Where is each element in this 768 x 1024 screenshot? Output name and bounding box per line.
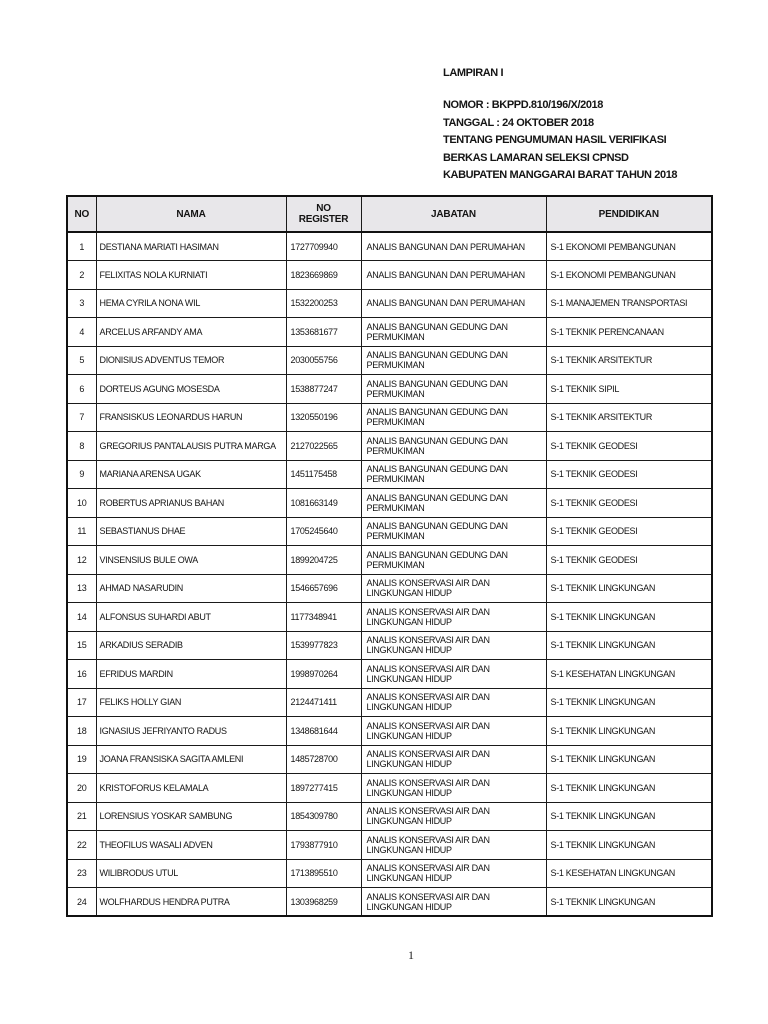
row-position-cell: ANALIS KONSERVASI AIR DAN LINGKUNGAN HIDUP xyxy=(361,888,546,917)
table-row xyxy=(67,802,712,831)
row-position-cell: ANALIS BANGUNAN DAN PERUMAHAN xyxy=(361,232,546,261)
row-name-cell: DORTEUS AGUNG MOSESDA xyxy=(96,375,286,404)
row-position-cell: ANALIS KONSERVASI AIR DAN LINGKUNGAN HIDUP xyxy=(361,574,546,603)
table-row xyxy=(67,688,712,717)
row-number-cell: 6 xyxy=(67,375,96,404)
row-position-cell: ANALIS BANGUNAN GEDUNG DAN PERMUKIMAN xyxy=(361,346,546,375)
row-register-cell: 1539977823 xyxy=(286,631,361,660)
meta-kabupaten: KABUPATEN MANGGARAI BARAT TAHUN 2018 xyxy=(443,169,678,181)
row-name-cell: FRANSISKUS LEONARDUS HARUN xyxy=(96,403,286,432)
row-education-cell: S-1 TEKNIK SIPIL xyxy=(546,375,712,404)
row-name-cell: IGNASIUS JEFRIYANTO RADUS xyxy=(96,717,286,746)
table-row xyxy=(67,774,712,803)
row-education-cell: S-1 TEKNIK ARSITEKTUR xyxy=(546,346,712,375)
row-register-cell: 2030055756 xyxy=(286,346,361,375)
row-education-cell: S-1 TEKNIK ARSITEKTUR xyxy=(546,403,712,432)
row-register-cell: 1727709940 xyxy=(286,232,361,261)
table-row xyxy=(67,403,712,432)
row-position-cell: ANALIS KONSERVASI AIR DAN LINGKUNGAN HIDUP xyxy=(361,745,546,774)
row-position-cell: ANALIS BANGUNAN GEDUNG DAN PERMUKIMAN xyxy=(361,489,546,518)
table-row xyxy=(67,745,712,774)
row-position-cell: ANALIS KONSERVASI AIR DAN LINGKUNGAN HIDUP xyxy=(361,603,546,632)
column-header-nama: NAMA xyxy=(96,196,286,232)
row-register-cell: 1081663149 xyxy=(286,489,361,518)
row-register-cell: 1348681644 xyxy=(286,717,361,746)
table-row xyxy=(67,831,712,860)
row-education-cell: S-1 TEKNIK GEODESI xyxy=(546,546,712,575)
row-education-cell: S-1 TEKNIK LINGKUNGAN xyxy=(546,831,712,860)
row-education-cell: S-1 TEKNIK LINGKUNGAN xyxy=(546,603,712,632)
table-row xyxy=(67,859,712,888)
row-number-cell: 10 xyxy=(67,489,96,518)
row-position-cell: ANALIS KONSERVASI AIR DAN LINGKUNGAN HIDUP xyxy=(361,631,546,660)
row-name-cell: EFRIDUS MARDIN xyxy=(96,660,286,689)
table-row xyxy=(67,460,712,489)
row-number-cell: 14 xyxy=(67,603,96,632)
row-name-cell: ALFONSUS SUHARDI ABUT xyxy=(96,603,286,632)
row-register-cell: 1705245640 xyxy=(286,517,361,546)
row-education-cell: S-1 TEKNIK LINGKUNGAN xyxy=(546,631,712,660)
row-position-cell: ANALIS KONSERVASI AIR DAN LINGKUNGAN HIDUP xyxy=(361,688,546,717)
row-name-cell: MARIANA ARENSA UGAK xyxy=(96,460,286,489)
row-position-cell: ANALIS BANGUNAN GEDUNG DAN PERMUKIMAN xyxy=(361,375,546,404)
row-name-cell: FELIXITAS NOLA KURNIATI xyxy=(96,261,286,290)
row-number-cell: 15 xyxy=(67,631,96,660)
document-header xyxy=(443,67,723,185)
table-row xyxy=(67,318,712,347)
row-education-cell: S-1 MANAJEMEN TRANSPORTASI xyxy=(546,289,712,318)
meta-tanggal: TANGGAL : 24 OKTOBER 2018 xyxy=(443,116,594,129)
row-number-cell: 22 xyxy=(67,831,96,860)
applicant-table-body xyxy=(67,232,712,916)
row-register-cell: 1320550196 xyxy=(286,403,361,432)
row-education-cell: S-1 TEKNIK PERENCANAAN xyxy=(546,318,712,347)
table-header-row xyxy=(67,196,712,232)
row-number-cell: 8 xyxy=(67,432,96,461)
meta-berkas: BERKAS LAMARAN SELEKSI CPNSD xyxy=(443,151,629,164)
row-number-cell: 4 xyxy=(67,318,96,347)
row-position-cell: ANALIS BANGUNAN GEDUNG DAN PERMUKIMAN xyxy=(361,318,546,347)
row-register-cell: 1998970264 xyxy=(286,660,361,689)
row-education-cell: S-1 TEKNIK LINGKUNGAN xyxy=(546,574,712,603)
row-name-cell: LORENSIUS YOSKAR SAMBUNG xyxy=(96,802,286,831)
table-row xyxy=(67,574,712,603)
row-number-cell: 18 xyxy=(67,717,96,746)
row-number-cell: 11 xyxy=(67,517,96,546)
row-number-cell: 24 xyxy=(67,888,96,917)
table-row xyxy=(67,603,712,632)
row-number-cell: 9 xyxy=(67,460,96,489)
row-number-cell: 1 xyxy=(67,232,96,261)
column-header-register: NO REGISTER xyxy=(286,196,361,232)
row-education-cell: S-1 TEKNIK GEODESI xyxy=(546,432,712,461)
row-position-cell: ANALIS KONSERVASI AIR DAN LINGKUNGAN HIDUP xyxy=(361,774,546,803)
row-education-cell: S-1 TEKNIK LINGKUNGAN xyxy=(546,717,712,746)
row-education-cell: S-1 TEKNIK LINGKUNGAN xyxy=(546,688,712,717)
row-position-cell: ANALIS KONSERVASI AIR DAN LINGKUNGAN HIDUP xyxy=(361,859,546,888)
row-register-cell: 2127022565 xyxy=(286,432,361,461)
row-name-cell: WILIBRODUS UTUL xyxy=(96,859,286,888)
column-header-pendidikan: PENDIDIKAN xyxy=(546,196,712,232)
row-register-cell: 1713895510 xyxy=(286,859,361,888)
row-register-cell: 1532200253 xyxy=(286,289,361,318)
row-register-cell: 1823669869 xyxy=(286,261,361,290)
row-education-cell: S-1 KESEHATAN LINGKUNGAN xyxy=(546,859,712,888)
table-row xyxy=(67,888,712,917)
row-number-cell: 2 xyxy=(67,261,96,290)
column-header-jabatan: JABATAN xyxy=(361,196,546,232)
row-register-cell: 1546657696 xyxy=(286,574,361,603)
row-name-cell: THEOFILUS WASALI ADVEN xyxy=(96,831,286,860)
row-register-cell: 1177348941 xyxy=(286,603,361,632)
row-position-cell: ANALIS BANGUNAN GEDUNG DAN PERMUKIMAN xyxy=(361,546,546,575)
row-education-cell: S-1 TEKNIK LINGKUNGAN xyxy=(546,802,712,831)
meta-nomor: NOMOR : BKPPD.810/196/X/2018 xyxy=(443,99,603,111)
row-number-cell: 17 xyxy=(67,688,96,717)
row-position-cell: ANALIS BANGUNAN GEDUNG DAN PERMUKIMAN xyxy=(361,403,546,432)
verification-table xyxy=(66,195,713,917)
table-row xyxy=(67,432,712,461)
row-name-cell: ARCELUS ARFANDY AMA xyxy=(96,318,286,347)
row-position-cell: ANALIS BANGUNAN GEDUNG DAN PERMUKIMAN xyxy=(361,517,546,546)
row-name-cell: FELIKS HOLLY GIAN xyxy=(96,688,286,717)
column-header-no: NO xyxy=(67,196,96,232)
row-register-cell: 1854309780 xyxy=(286,802,361,831)
document-meta xyxy=(443,97,723,185)
row-position-cell: ANALIS KONSERVASI AIR DAN LINGKUNGAN HIDUP xyxy=(361,802,546,831)
row-position-cell: ANALIS BANGUNAN GEDUNG DAN PERMUKIMAN xyxy=(361,432,546,461)
row-name-cell: GREGORIUS PANTALAUSIS PUTRA MARGA xyxy=(96,432,286,461)
row-education-cell: S-1 TEKNIK GEODESI xyxy=(546,517,712,546)
row-register-cell: 1303968259 xyxy=(286,888,361,917)
row-education-cell: S-1 TEKNIK LINGKUNGAN xyxy=(546,774,712,803)
table-row xyxy=(67,546,712,575)
meta-tentang: TENTANG PENGUMUMAN HASIL VERIFIKASI xyxy=(443,134,667,146)
row-name-cell: JOANA FRANSISKA SAGITA AMLENI xyxy=(96,745,286,774)
row-register-cell: 1897277415 xyxy=(286,774,361,803)
row-register-cell: 1451175458 xyxy=(286,460,361,489)
row-register-cell: 1353681677 xyxy=(286,318,361,347)
row-name-cell: DESTIANA MARIATI HASIMAN xyxy=(96,232,286,261)
row-name-cell: HEMA CYRILA NONA WIL xyxy=(96,289,286,318)
row-register-cell: 2124471411 xyxy=(286,688,361,717)
row-register-cell: 1899204725 xyxy=(286,546,361,575)
row-education-cell: S-1 KESEHATAN LINGKUNGAN xyxy=(546,660,712,689)
row-name-cell: AHMAD NASARUDIN xyxy=(96,574,286,603)
table-row xyxy=(67,232,712,261)
lampiran-title: LAMPIRAN I xyxy=(443,67,504,79)
row-name-cell: ROBERTUS APRIANUS BAHAN xyxy=(96,489,286,518)
table-row xyxy=(67,517,712,546)
row-number-cell: 16 xyxy=(67,660,96,689)
row-position-cell: ANALIS BANGUNAN GEDUNG DAN PERMUKIMAN xyxy=(361,460,546,489)
table-row xyxy=(67,375,712,404)
row-position-cell: ANALIS KONSERVASI AIR DAN LINGKUNGAN HIDUP xyxy=(361,717,546,746)
row-number-cell: 21 xyxy=(67,802,96,831)
row-position-cell: ANALIS BANGUNAN DAN PERUMAHAN xyxy=(361,289,546,318)
row-name-cell: SEBASTIANUS DHAE xyxy=(96,517,286,546)
row-name-cell: KRISTOFORUS KELAMALA xyxy=(96,774,286,803)
row-education-cell: S-1 EKONOMI PEMBANGUNAN xyxy=(546,232,712,261)
page-number: 1 xyxy=(408,948,414,962)
row-name-cell: DIONISIUS ADVENTUS TEMOR xyxy=(96,346,286,375)
row-education-cell: S-1 TEKNIK LINGKUNGAN xyxy=(546,745,712,774)
row-education-cell: S-1 TEKNIK GEODESI xyxy=(546,460,712,489)
row-number-cell: 13 xyxy=(67,574,96,603)
row-number-cell: 23 xyxy=(67,859,96,888)
row-register-cell: 1793877910 xyxy=(286,831,361,860)
row-name-cell: VINSENSIUS BULE OWA xyxy=(96,546,286,575)
row-position-cell: ANALIS BANGUNAN DAN PERUMAHAN xyxy=(361,261,546,290)
table-row xyxy=(67,289,712,318)
row-number-cell: 19 xyxy=(67,745,96,774)
table-row xyxy=(67,660,712,689)
row-number-cell: 20 xyxy=(67,774,96,803)
table-row xyxy=(67,261,712,290)
table-row xyxy=(67,717,712,746)
row-name-cell: ARKADIUS SERADIB xyxy=(96,631,286,660)
row-position-cell: ANALIS KONSERVASI AIR DAN LINGKUNGAN HIDUP xyxy=(361,831,546,860)
row-number-cell: 7 xyxy=(67,403,96,432)
row-education-cell: S-1 TEKNIK GEODESI xyxy=(546,489,712,518)
row-number-cell: 5 xyxy=(67,346,96,375)
row-education-cell: S-1 TEKNIK LINGKUNGAN xyxy=(546,888,712,917)
row-position-cell: ANALIS KONSERVASI AIR DAN LINGKUNGAN HIDUP xyxy=(361,660,546,689)
row-register-cell: 1538877247 xyxy=(286,375,361,404)
row-number-cell: 3 xyxy=(67,289,96,318)
row-number-cell: 12 xyxy=(67,546,96,575)
table-row xyxy=(67,346,712,375)
table-row xyxy=(67,489,712,518)
table-row xyxy=(67,631,712,660)
row-name-cell: WOLFHARDUS HENDRA PUTRA xyxy=(96,888,286,917)
row-education-cell: S-1 EKONOMI PEMBANGUNAN xyxy=(546,261,712,290)
row-register-cell: 1485728700 xyxy=(286,745,361,774)
